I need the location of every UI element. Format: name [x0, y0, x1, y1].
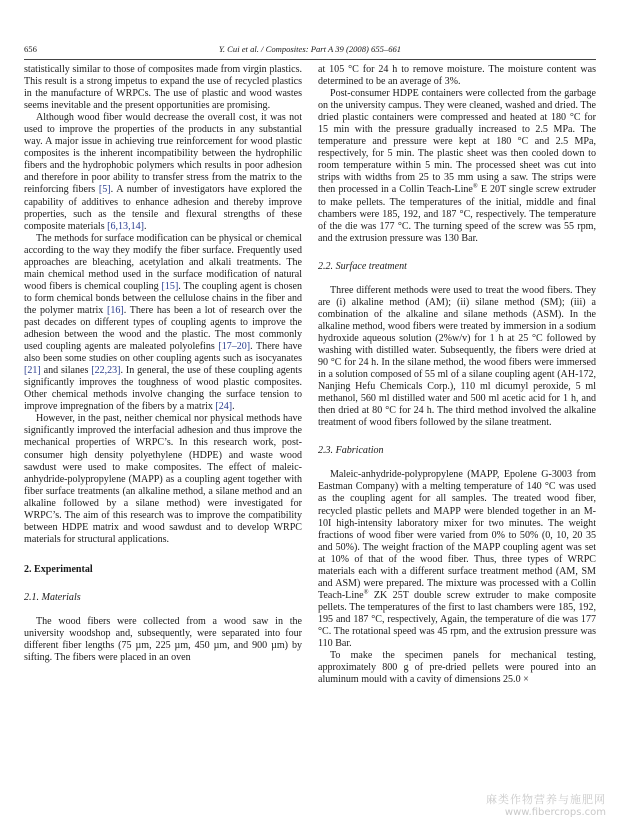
citation-link[interactable]: [16] — [107, 304, 124, 316]
paragraph: statistically similar to those of composites made from virgin plastics. This result is a strong impetus to expand the use of recycled plastics in the manufacture of WRPCs. The use of plastic and wood wastes seems inevitable and the present opportunities are promising. — [24, 64, 302, 112]
paragraph: Post-consumer HDPE containers were collected from the garbage on the university campus. They were cleaned, washed and dried. The dried plastic containers were compressed and heated at 180 °C for 15 min with the pressure gradually increased to 2.5 MPa. The temperature and pressure were kept at 180 °C and 2.5 MPa, respectively, for 5 min. The plastic sheet was then cooled down to room temperature within 5 min. The processed sheet was cut into strips with widths from 25 to 35 mm using a saw. The strips were then processed in a Collin Teach-Line® E 20T single screw extruder to make pellets. The temperatures of the initial, middle and final chambers were 185, 192, and 187 °C, respectively. The temperature of the die was 177 °C. The turning speed of the screw was 55 rpm, and the extrusion pressure was 130 Bar. — [318, 88, 596, 244]
paragraph: Three different methods were used to treat the wood fibers. They are (i) alkaline method (AM); (ii) silane method (SM); (iii) a combination of the alkaline and silane methods (ASM). In the alkaline method, wood fibers were treated by immersion in a sodium hydroxide aqueous solution (2%w/v) for 1 h at 25 °C followed by washing with distilled water. Subsequently, the fibers were dried at 90 °C for 24 h. In the silane method, the wood fibers were immersed in a solution composed of 55 ml of a silane coupling agent (AH-172, Nanjing Hefu Chemicals Corp.), 110 ml dicumyl peroxide, 5 ml methanol, 560 ml distilled water and 500 ml acetic acid for 1 h, and then dried at 80 °C for 24 h. The third method involved the alkaline treatment of wood fibers followed by the silane treatment. — [318, 284, 596, 429]
registered-mark: ® — [472, 183, 478, 191]
citation-link[interactable]: [6,13,14] — [107, 220, 144, 232]
watermark — [486, 791, 606, 818]
citation-link[interactable]: [5] — [98, 184, 111, 196]
right-column — [318, 64, 596, 686]
paragraph: Although wood fiber would decrease the overall cost, it was not used to improve the properties of the products in any substantial way. A major issue in achieving true reinforcement for wood plastic composites is the inherent incompatibility between the hydrophilic fibers and the hydrophobic polymers which results in poor adhesion and therefore in poor ability to transfer stress from the matrix to the reinforcing fibers [5]. A number of investigators have explored the capability of additives to enhance adhesion and thereby improve properties, such as the tensile and flexural strengths of these composite materials [6,13,14]. — [24, 112, 302, 232]
paragraph: To make the specimen panels for mechanical testing, approximately 800 g of pre-dried pellets were poured into an aluminum mould with a cavity of dimensions 25.0 × — [318, 650, 596, 686]
paragraph: However, in the past, neither chemical nor physical methods have significantly improved the interfacial adhesion and thus improve the mechanical properties of WRPC’s. In this research work, post-consumer high density polyethylene (HDPE) and waste wood sawdust were used to make composites. The effect of maleic-anhydride-polypropylene (MAPP) as a coupling agent together with fiber surface treatments (an alkaline method, a silane method and an alkaline followed by a silane method) were investigated for WRPC’s. The aim of this research was to improve the compatibility between HDPE matrix and wood sawdust and to develop WRPC materials for structural applications. — [24, 413, 302, 545]
subsection-heading: 2.3. Fabrication — [318, 445, 384, 457]
running-title: Y. Cui et al. / Composites: Part A 39 (2008) 655–661 — [218, 44, 402, 54]
page-number: 656 — [24, 44, 37, 54]
citation-link[interactable]: [17–20] — [218, 341, 251, 353]
section-heading: 2. Experimental — [24, 563, 93, 575]
citation-link[interactable]: [21] — [24, 365, 41, 377]
left-column — [24, 64, 302, 664]
paragraph: The wood fibers were collected from a wood saw in the university woodshop and, subsequently, were separated into four different fiber lengths (75 µm, 225 µm, 450 µm, and 900 µm) by sifting. The fibers were placed in an oven — [24, 615, 302, 664]
running-header — [24, 42, 596, 56]
subsection-heading: 2.1. Materials — [24, 591, 81, 603]
citation-link[interactable]: [15] — [161, 280, 179, 292]
citation-link[interactable]: [22,23] — [91, 365, 121, 377]
header-rule — [24, 59, 596, 60]
paragraph: Maleic-anhydride-polypropylene (MAPP, Epolene G-3003 from Eastman Company) with a melting temperature of 140 °C was used as the coupling agent for all samples. The treated wood fiber, recycled plastic pellets and MAPP were blended together in an M-10I high-intensity laboratory mixer for two minutes. The weight fractions of wood fiber were varied from 0% to 50% (0, 10, 20 35 and 50%). The weight fraction of the MAPP coupling agent was set at 10% of that of the wood fiber. Thus, three types of WRPC materials each with a different surface treatment method (AM, SM and ASM) were prepared. The mixture was processed with a Collin Teach-Line® ZK 25T double screw extruder to make composite pellets. The temperatures of the first to last chambers were 185, 192, 195 and 187 °C, respectively, Again, the temperature of die was 177 °C. The rotational speed was 45 rpm, and the extrusion pressure was 110 Bar. — [318, 469, 596, 650]
watermark-chinese: 麻类作物营养与施肥网 — [486, 793, 606, 806]
registered-mark: ® — [363, 588, 369, 596]
paragraph: The methods for surface modification can be physical or chemical according to the way they modify the fiber surface. Frequently used approaches are bleaching, acetylation and alkali treatments. The main chemical method used in the surface modification of natural wood fibers is chemical coupling [15]. The coupling agent is chosen to form chemical bonds between the cellulose chains in the fiber and the polymer matrix [16]. There has been a lot of research over the past decades on different types of coupling agents to improve the adhesion between the wood and the plastic. The most commonly used coupling agents are maleated polyolefins [17–20]. There have also been some studies on other coupling agents such as isocyanates [21] and silanes [22,23]. In general, the use of these coupling agents significantly improves the toughness of wood plastic composites. Other chemical methods involve changing the surface tension to improve impregnation of the fibers by a matrix [24]. — [24, 232, 302, 413]
paragraph: at 105 °C for 24 h to remove moisture. The moisture content was determined to be an average of 3%. — [318, 64, 596, 88]
subsection-heading: 2.2. Surface treatment — [318, 260, 407, 272]
citation-link[interactable]: [24] — [215, 401, 233, 413]
watermark-url: www.fibercrops.com — [504, 807, 606, 818]
